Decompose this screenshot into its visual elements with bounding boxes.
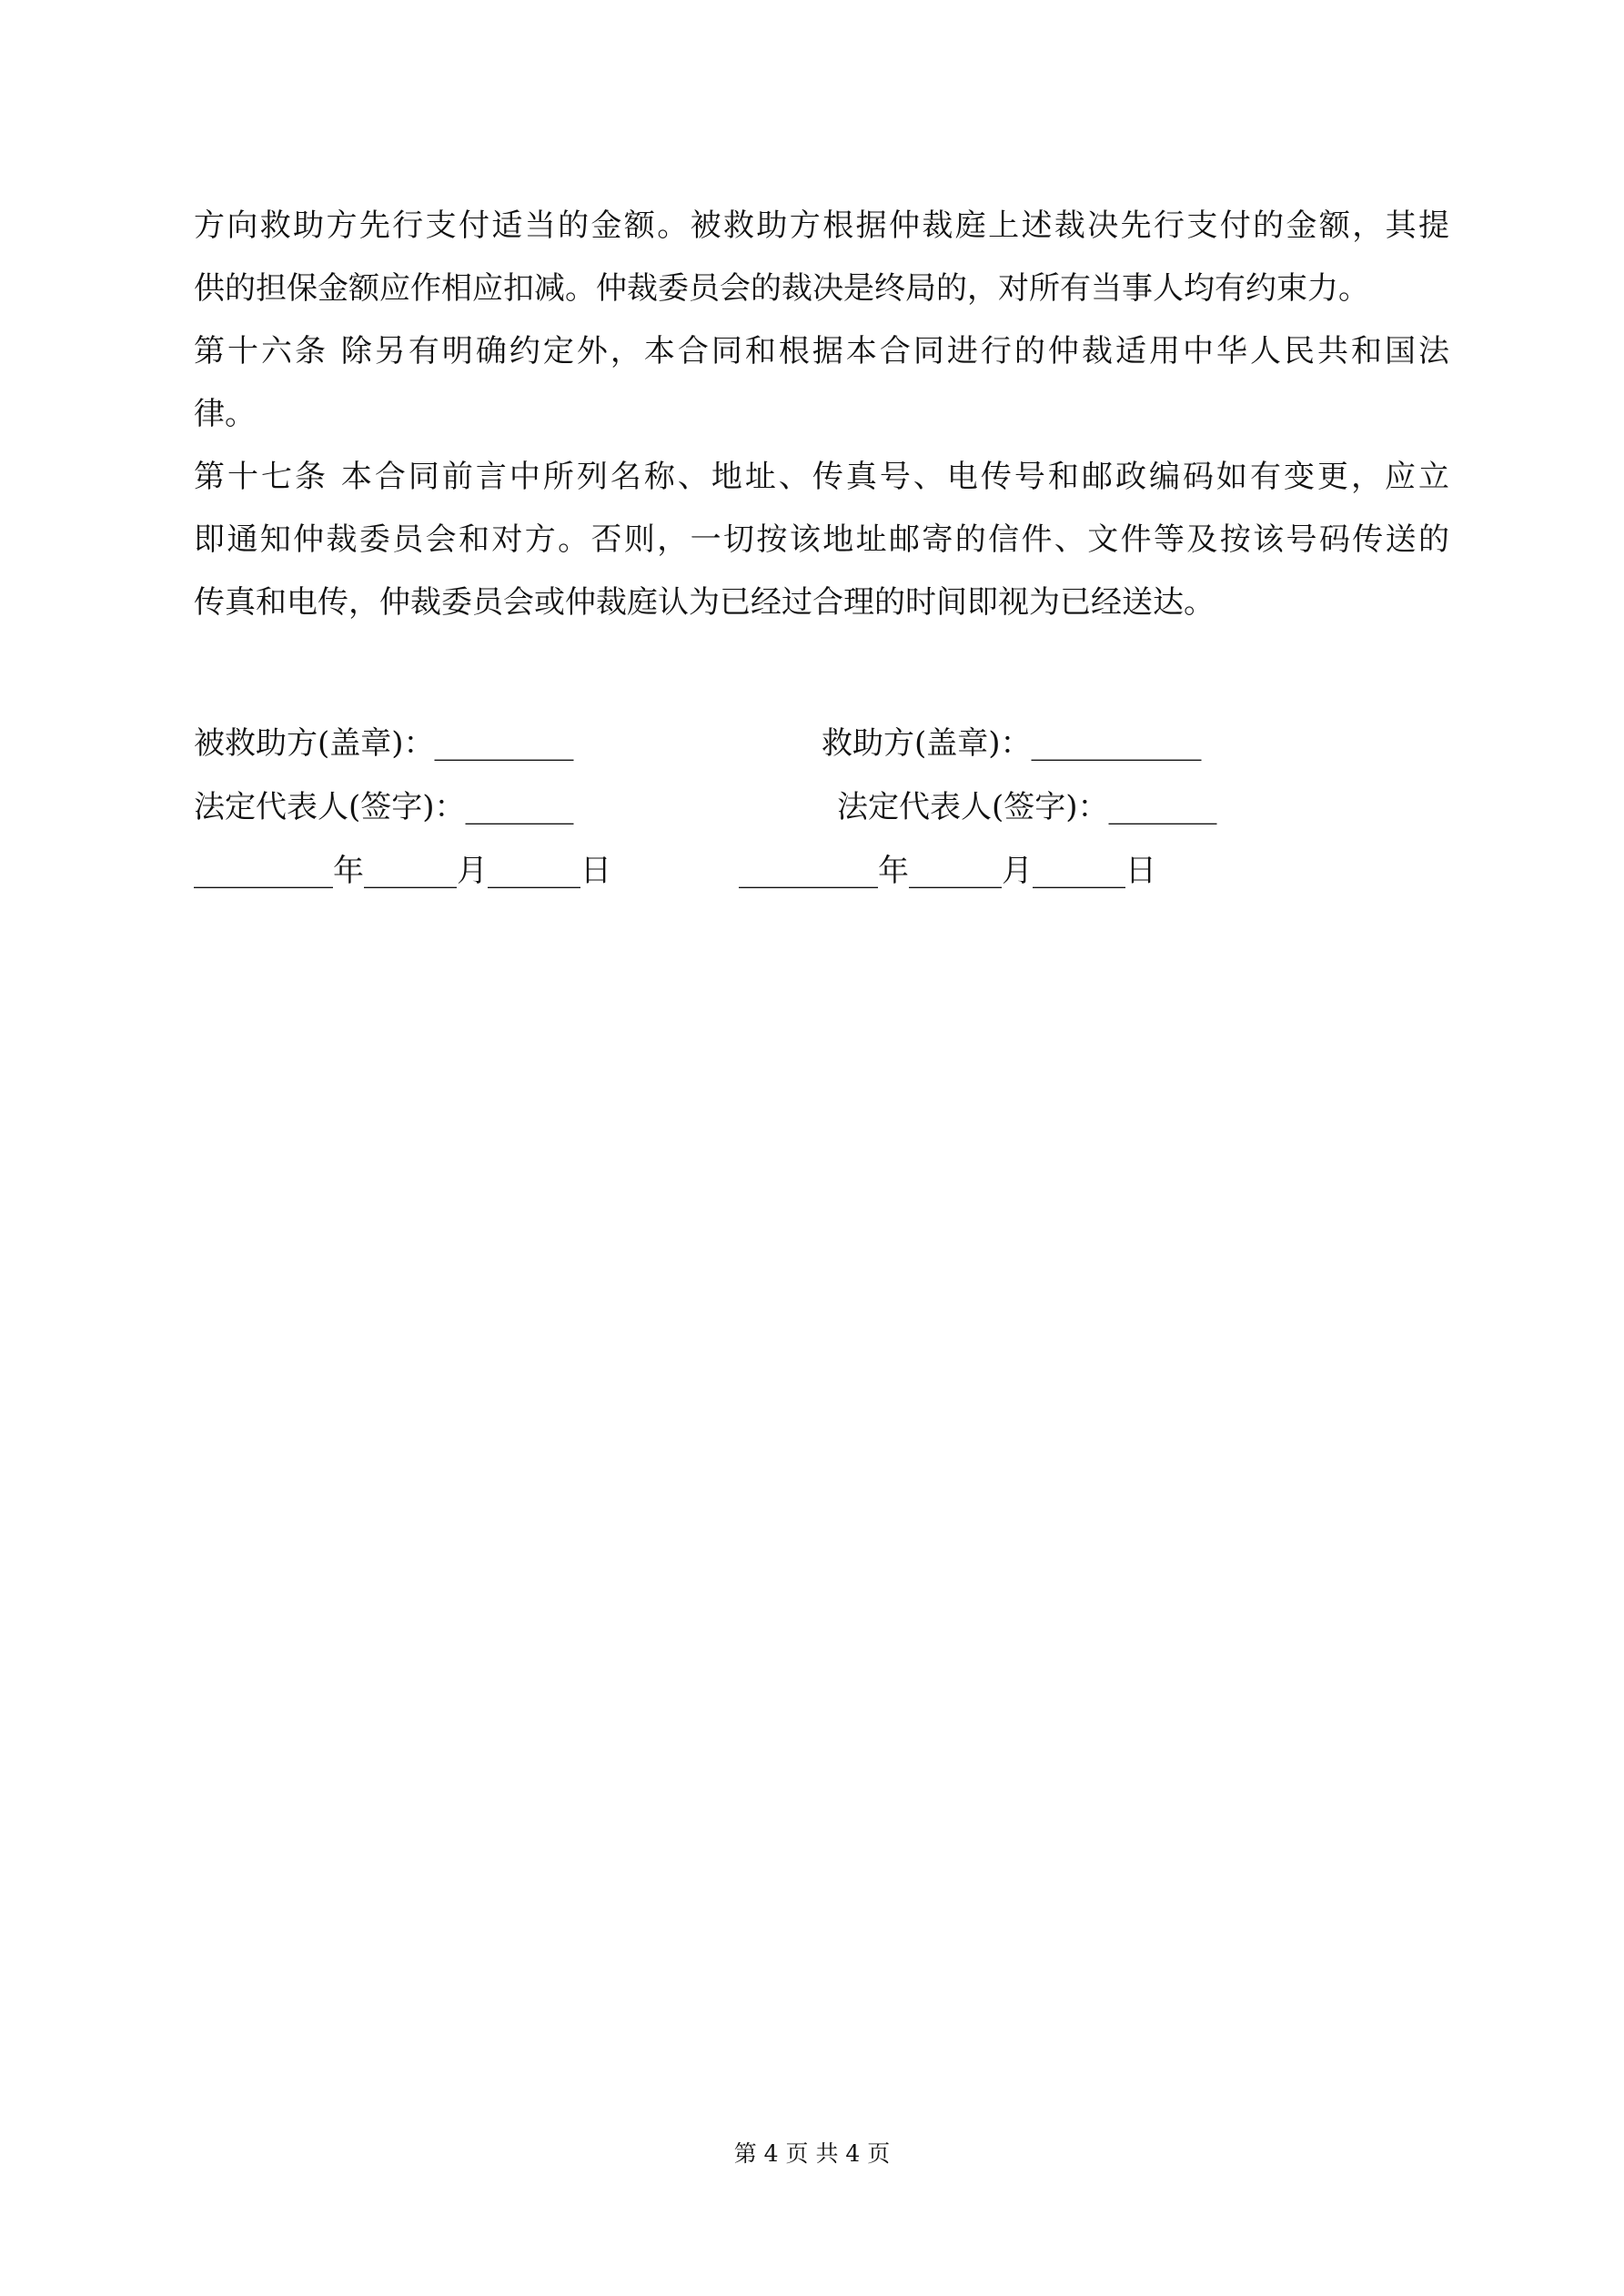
- page-number: 第 4 页 共 4 页: [733, 2140, 891, 2167]
- salvor-seal-field: 救助方(盖章)：___________: [822, 725, 1202, 762]
- contract-body: [194, 195, 1449, 634]
- body-line-1: 方向救助方先行支付适当的金额。被救助方根据仲裁庭上述裁决先行支付的金额，其提: [194, 207, 1449, 244]
- body-line-2: 供的担保金额应作相应扣减。仲裁委员会的裁决是终局的，对所有当事人均有约束力。: [194, 270, 1369, 307]
- salvee-date-field: _________年______月______日: [194, 853, 611, 889]
- body-line-article-17: 第十七条 本合同前言中所列名称、地址、传真号、电传号和邮政编码如有变更，应立: [194, 459, 1449, 495]
- body-line-6: 即通知仲裁委员会和对方。否则，一切按该地址邮寄的信件、文件等及按该号码传送的: [194, 521, 1449, 558]
- salvor-representative-field: 法定代表人(签字)：_______: [837, 789, 1217, 825]
- salvor-date-field: _________年______月______日: [739, 853, 1156, 889]
- body-line-article-16: 第十六条 除另有明确约定外，本合同和根据本合同进行的仲裁适用中华人民共和国法: [194, 333, 1449, 369]
- salvee-seal-field: 被救助方(盖章)：_________: [194, 725, 574, 762]
- body-line-7: 传真和电传，仲裁委员会或仲裁庭认为已经过合理的时间即视为已经送达。: [194, 584, 1215, 621]
- body-line-4: 律。: [194, 396, 256, 432]
- salvee-representative-field: 法定代表人(签字)：_______: [194, 789, 574, 825]
